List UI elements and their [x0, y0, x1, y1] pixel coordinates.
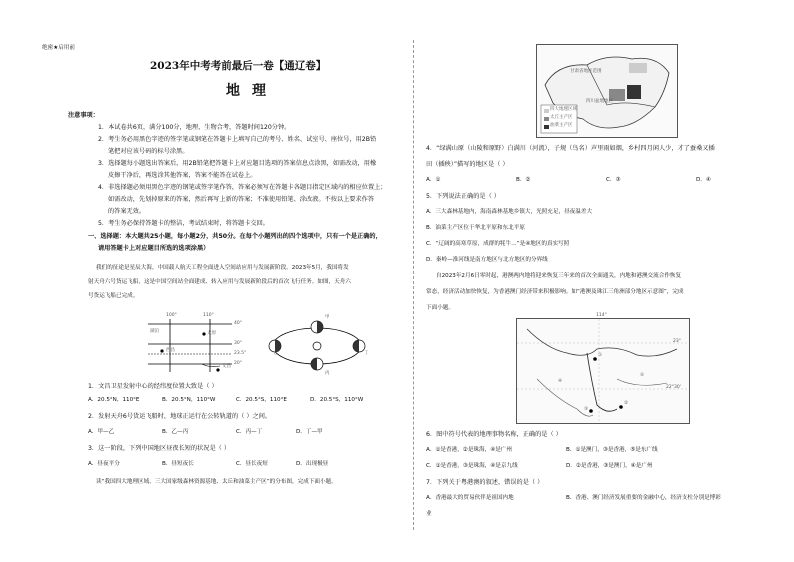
legend-regions: 四大地理区域	[550, 107, 577, 112]
passage1-line: 射天舟六号货运飞船，这是中国空间站全面建成、转入应用与发展新阶段后的首次飞行任务。如图，天舟六	[88, 279, 351, 285]
secret-label: 绝密★启用前	[42, 45, 75, 51]
passage3-line: 下面小题。	[426, 305, 454, 311]
q1-stem: 1．文昌卫星发射中心的经纬度位置大致是（ ）	[88, 383, 218, 390]
exam-title: 2023年中考考前最后一卷【通辽卷】	[150, 60, 327, 72]
note-line: 如需改动，先划掉原来的答案，然后再写上新的答案；不准使用铅笔、涂改液。不按以上要求作答	[108, 196, 375, 203]
forest-area	[629, 63, 647, 73]
note-line: 2．考生务必用黑色字迹的签字笔或钢笔在答题卡上填写自己的考号、姓名、试室号、座位号，用2B铅	[98, 136, 377, 143]
note-line: 5．考生务必保持答题卡的整洁，考试结束时，将答题卡交回。	[98, 220, 269, 227]
q5-option-d[interactable]: D．秦岭—淮河线是南方地区与北方地区的分界线	[426, 257, 548, 263]
orbit-diagram	[262, 316, 372, 378]
q3-option-a[interactable]: A．昼夜平分	[88, 461, 120, 467]
note-line: 1．本试卷共6页，满分100分，地理、生物合考，答题时间120分钟。	[98, 124, 291, 131]
q1-option-a[interactable]: A．20.5°N，110°E	[88, 397, 140, 403]
sun-icon	[313, 342, 321, 350]
lon-right-label: 110°	[203, 313, 214, 318]
map2-lat1-label: 23°	[673, 339, 681, 344]
map2-lat2-label: 22°30'	[666, 385, 681, 390]
q3-stem: 3．这一阶段，下列中国地区昼夜长短的状况是（ ）	[88, 445, 231, 452]
q7-option-b[interactable]: B．香港、澳门经济发展重要的金融中心，经济支柱分别是博彩	[566, 495, 721, 501]
lat-30-label: 30°	[234, 341, 242, 346]
legend-grain: 太丘主产区	[550, 115, 573, 120]
taiyuan-label: 太原	[207, 331, 216, 336]
q6-option-a[interactable]: A．①是香港，②是珠海，④是广州	[426, 447, 512, 453]
lat-40-label: 40°	[234, 321, 242, 326]
wenchang-label: 文昌	[222, 364, 231, 369]
ding-label: 丁	[364, 351, 369, 356]
map2-mark-5: ⑤	[640, 373, 645, 378]
note-line: 皮擦干净后，再选涂其他答案，答案不能答在试卷上。	[108, 172, 257, 179]
q3-option-c[interactable]: C．昼长夜短	[236, 461, 268, 467]
q2-option-c[interactable]: C．丙—丁	[236, 429, 263, 435]
grain-area	[627, 85, 641, 99]
note-line: 3．选择题每小题选出答案后，用2B铅笔把答题卡上对应题目选项的答案信息点涂黑，如需改动，用橡	[98, 160, 377, 167]
map2-lon-label: 114°	[596, 313, 607, 318]
map2-mark-1: ①	[598, 353, 603, 358]
map2-mark-2: ②	[624, 401, 629, 406]
map1-label-north: 甘肃省地区范围	[570, 69, 602, 74]
jia-label: 甲	[325, 315, 330, 320]
xichang-label: 西昌	[166, 348, 175, 353]
passage1-line: 我们的征途是星辰大海，中国载人航天工程全面进入空间站应用与发展新阶段。2023年5月，我国将发	[96, 265, 349, 271]
lat-20-label: 20°	[234, 361, 242, 366]
q4-option-d[interactable]: D．④	[696, 177, 711, 183]
note-line: 的答案无效。	[108, 208, 146, 215]
q4-stem-line1: 4．“绿满山原（山陵和原野）白满川（河流），子规（鸟名）声里雨如烟，乡村四月闲人少，才了蚕桑又插	[426, 145, 715, 152]
q5-option-c[interactable]: C．“辽阔的高寒草原，成群的牦牛…”是④地区的真实写照	[426, 241, 570, 247]
lat-235-label: 23.5°	[234, 351, 247, 356]
q5-stem: 5．下列说法正确的是（ ）	[426, 193, 500, 200]
notes-heading: 注意事项：	[68, 112, 99, 119]
q6-option-b[interactable]: B．①是澳门，③是香港，⑤是东广线	[566, 447, 658, 453]
lon-left-label: 100°	[166, 313, 177, 318]
q6-option-d[interactable]: D．②是香港，③是澳门，④是广州	[566, 463, 653, 469]
passage3-line: 常态，经济活动加快恢复，为香港澳门经济带来积极影响。如“港澳及珠江三角洲部分地区示意图”，完成	[426, 289, 684, 295]
note-line: 笔把对应该号码的标号涂黑。	[108, 148, 189, 155]
q2-option-a[interactable]: A．甲—乙	[88, 429, 115, 435]
column-divider	[413, 40, 414, 530]
q1-option-c[interactable]: C．20.5°S，110°E	[236, 397, 287, 403]
q6-option-c[interactable]: C．①是香港，③是珠海，④是京九线	[426, 463, 518, 469]
q7-option-b-cont: 业	[426, 511, 432, 517]
q3-option-d[interactable]: D．出现极昼	[296, 461, 329, 467]
q6-stem: 6．图中符号代表的地理事物名称，正确的是（ ）	[426, 431, 562, 438]
taiyuan-marker	[202, 332, 205, 335]
section1-line1: 一、选择题：本大题共25小题，每小题2分，共50分。在每个小题列出的四个选项中，只有一个是正确的，	[88, 233, 382, 240]
subject-title: 地理	[226, 83, 278, 99]
passage3-line: 自2023年2月6日零时起，港澳两内地将迎来恢复三年来的首次全面通关，内地和港澳交流合作恢复	[436, 273, 682, 279]
q5-option-b[interactable]: B．油菜主产区位于华北平原和东北平原	[426, 225, 525, 231]
q3-option-b[interactable]: B．昼短夜长	[162, 461, 194, 467]
wenchang-marker	[216, 368, 219, 371]
xichang-marker	[160, 349, 163, 352]
q2-stem: 2．发射天舟6号货运飞船时，地球正运行在公转轨道的（ ）之间。	[88, 413, 272, 420]
q7-option-a[interactable]: A．香港最大的贸易伙伴是祖国内地	[426, 495, 514, 501]
passage2-left: 读“我国四大地理区域、三大国家级森林资源基地、太丘和油菜主产区”的分布图，完成下面小题。	[96, 479, 337, 485]
q5-option-a[interactable]: A．三大森林基地内，海南森林基地乡镇大，光照充足，昼夜温差大	[426, 209, 593, 215]
map2-mark-3: ③	[584, 407, 589, 412]
q7-stem: 7．下列关于粤港澳的叙述，错误的是（ ）	[426, 479, 544, 486]
q4-stem-line2: 田（插秧）”描写的地区是（ ）	[426, 161, 509, 168]
q2-option-d[interactable]: D．丁—甲	[296, 429, 323, 435]
note-line: 4．非选择题必须用黑色字迹的钢笔或签字笔作答，答案必须写在答题卡各题目指定区域内的相应位置上；	[98, 184, 387, 191]
legend-rapeseed: 油菜主产区	[550, 123, 573, 128]
prd-map	[516, 318, 690, 424]
lake-label: 湖泊	[150, 329, 159, 334]
q1-option-b[interactable]: B．20.5°N，110°W	[162, 397, 216, 403]
prd-outline	[517, 319, 689, 423]
yi-label: 乙	[274, 351, 279, 356]
bing-label: 丙	[325, 371, 330, 376]
map2-mark-4: ④	[558, 379, 563, 384]
q4-option-b[interactable]: B．②	[516, 177, 531, 183]
passage1-line: 号货运飞船已完成。	[88, 293, 139, 299]
q4-option-c[interactable]: C．③	[606, 177, 621, 183]
q2-option-b[interactable]: B．乙—丙	[162, 429, 189, 435]
section1-line2: 请用答题卡上对应题目所选的选项涂黑）	[98, 245, 210, 252]
q4-option-a[interactable]: A．①	[426, 177, 441, 183]
q1-option-d[interactable]: D．20.5°S，110°W	[310, 397, 364, 403]
map1-label-sichuan: 四川盆地地区	[586, 99, 613, 104]
